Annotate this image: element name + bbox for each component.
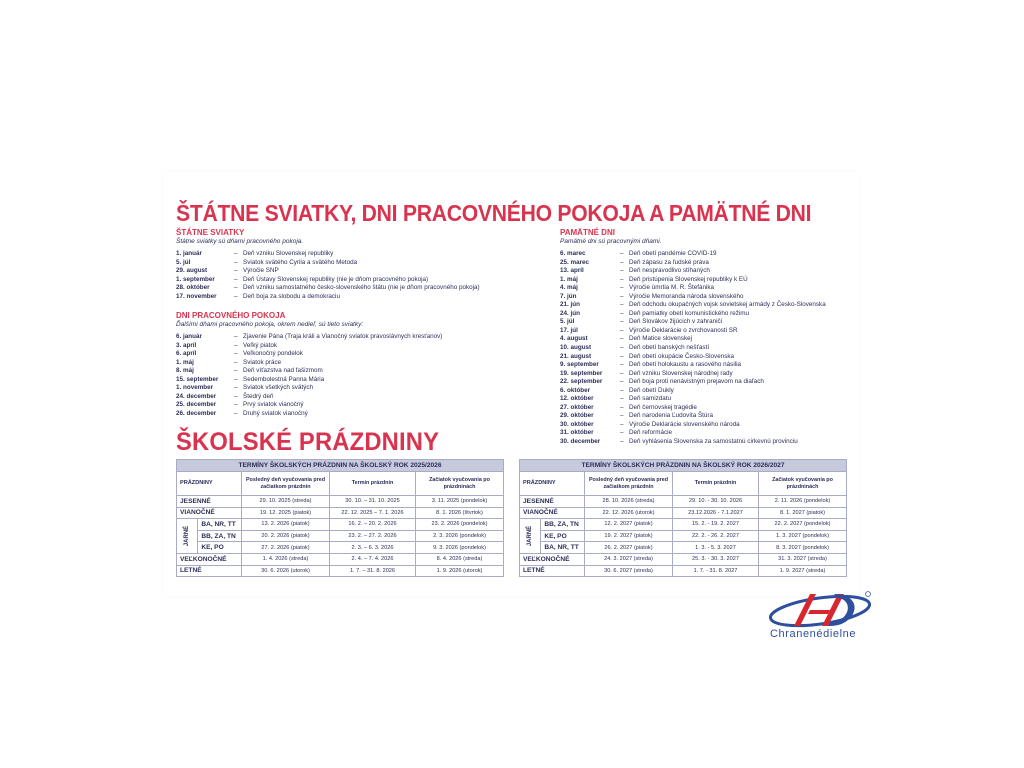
term-cell: 23.12.2026 - 7.1.2027 bbox=[673, 507, 759, 519]
holiday-name: Deň vyhlásenia Slovenska za samostatnú cirkevnú provinciu bbox=[629, 438, 798, 446]
holiday-row bbox=[176, 410, 442, 419]
column-header-last-day: Posledný deň vyučovania pred začiatkom prázdnin bbox=[585, 472, 673, 496]
last-day-cell: 20. 2. 2026 (piatok) bbox=[242, 530, 330, 542]
school-table-2026-2027 bbox=[519, 459, 847, 577]
start-cell: 22. 2. 2027 (pondelok) bbox=[759, 519, 847, 531]
dash-separator: – bbox=[620, 292, 624, 300]
holiday-name: Deň víťazstva nad fašizmom bbox=[243, 367, 323, 375]
holiday-row bbox=[560, 259, 826, 268]
holiday-row bbox=[560, 370, 826, 379]
holiday-name: Deň vzniku Slovenskej republiky bbox=[243, 250, 334, 257]
holiday-row bbox=[176, 350, 442, 359]
dash-separator: – bbox=[620, 326, 624, 334]
dash-separator: – bbox=[620, 335, 624, 343]
holiday-name: Výročie Memoranda národa slovenského bbox=[629, 292, 744, 300]
start-cell: 31. 3. 2027 (streda) bbox=[759, 553, 847, 565]
dash-separator: – bbox=[234, 258, 238, 266]
holiday-row bbox=[560, 335, 826, 344]
holiday-type: BB, ZA, TN bbox=[541, 519, 585, 531]
start-cell: 8. 3. 2027 (pondelok) bbox=[759, 542, 847, 554]
section-subtitle-pracovne: Ďalšími dňami pracovného pokoja, okrem nedieľ, sú tieto sviatky: bbox=[176, 321, 364, 328]
holiday-date: 5. júl bbox=[560, 318, 575, 326]
holiday-row bbox=[560, 250, 826, 259]
holiday-row bbox=[176, 293, 480, 302]
dash-separator: – bbox=[234, 375, 238, 383]
holiday-row bbox=[176, 276, 480, 285]
jarne-label bbox=[177, 519, 198, 554]
start-cell: 8. 1. 2027 (piatok) bbox=[759, 507, 847, 519]
holiday-row bbox=[176, 359, 442, 368]
table-row bbox=[520, 553, 847, 565]
dash-separator: – bbox=[620, 352, 624, 360]
holiday-name: Sedembolestná Panna Mária bbox=[243, 375, 325, 383]
start-cell: 1. 9. 2027 (streda) bbox=[759, 565, 847, 577]
holiday-row bbox=[560, 438, 826, 447]
holiday-row bbox=[176, 342, 442, 351]
holiday-type: KE, PO bbox=[198, 542, 242, 554]
table-row bbox=[520, 542, 847, 554]
holiday-list-pracovne bbox=[176, 333, 442, 418]
holiday-name: Výročie Deklarácie slovenského národa bbox=[629, 420, 740, 428]
jarne-label-text: JARNÉ bbox=[527, 525, 534, 547]
holiday-name: Veľkonočný pondelok bbox=[243, 350, 303, 358]
holiday-type: JESENNÉ bbox=[520, 496, 585, 508]
term-cell: 22. 2. - 26. 2. 2027 bbox=[673, 530, 759, 542]
holiday-name: Druhý sviatok vianočný bbox=[243, 409, 308, 417]
holiday-name: Prvý sviatok vianočný bbox=[243, 401, 304, 409]
holiday-row bbox=[560, 327, 826, 336]
holiday-name: Sviatok všetkých svätých bbox=[243, 384, 313, 392]
holiday-date: 21. august bbox=[560, 352, 592, 360]
last-day-cell: 12. 2. 2027 (piatok) bbox=[585, 519, 673, 531]
page-title: ŠTÁTNE SVIATKY, DNI PRACOVNÉHO POKOJA A PAMÄTNÉ DNI bbox=[176, 200, 812, 226]
dash-separator: – bbox=[620, 284, 624, 292]
holiday-date: 6. marec bbox=[560, 250, 586, 257]
term-cell: 15. 2. - 19. 2. 2027 bbox=[673, 519, 759, 531]
holiday-row bbox=[560, 412, 826, 421]
holiday-name: Deň Matice slovenskej bbox=[629, 335, 692, 343]
holiday-row bbox=[560, 429, 826, 438]
start-cell: 8. 4. 2026 (streda) bbox=[416, 553, 504, 565]
holiday-name: Deň obetí holokaustu a rasového násilia bbox=[629, 361, 742, 369]
dash-separator: – bbox=[620, 386, 624, 394]
holiday-date: 30. október bbox=[560, 420, 594, 428]
holiday-date: 24. jún bbox=[560, 309, 580, 317]
start-cell: 2. 3. 2026 (pondelok) bbox=[416, 530, 504, 542]
holiday-row bbox=[176, 267, 480, 276]
term-cell: 25. 3. - 30. 3. 2027 bbox=[673, 553, 759, 565]
dash-separator: – bbox=[620, 301, 624, 309]
holiday-type: BA, NR, TT bbox=[198, 519, 242, 531]
holiday-date: 29. október bbox=[560, 412, 594, 420]
jarne-label-text: JARNÉ bbox=[184, 525, 191, 547]
start-cell: 3. 11. 2025 (pondelok) bbox=[416, 496, 504, 508]
table-caption-row bbox=[520, 460, 847, 472]
dash-separator: – bbox=[620, 361, 624, 369]
holiday-type: BB, ZA, TN bbox=[198, 530, 242, 542]
column-header-prazdniny: PRÁZDNINY bbox=[177, 472, 242, 496]
dash-separator: – bbox=[620, 309, 624, 317]
last-day-cell: 30. 6. 2027 (streda) bbox=[585, 565, 673, 577]
holiday-date: 24. december bbox=[176, 392, 217, 400]
table-row bbox=[520, 519, 847, 531]
last-day-cell: 19. 2. 2027 (piatok) bbox=[585, 530, 673, 542]
table-row bbox=[177, 519, 504, 531]
dash-separator: – bbox=[234, 367, 238, 375]
holiday-name: Deň obetí Dukly bbox=[629, 386, 674, 394]
holiday-name: Deň reformácie bbox=[629, 429, 673, 437]
last-day-cell: 19. 12. 2025 (piatok) bbox=[242, 507, 330, 519]
holiday-type: JESENNÉ bbox=[177, 496, 242, 508]
holiday-name: Štedrý deň bbox=[243, 392, 274, 400]
holiday-date: 1. november bbox=[176, 384, 214, 392]
dash-separator: – bbox=[234, 350, 238, 358]
dash-separator: – bbox=[234, 333, 238, 340]
holiday-type: LETNÉ bbox=[520, 565, 585, 577]
table-row bbox=[520, 530, 847, 542]
holiday-date: 6. január bbox=[176, 333, 202, 340]
holiday-type: VIANOČNÉ bbox=[177, 507, 242, 519]
holiday-name: Deň černovskej tragédie bbox=[629, 403, 697, 411]
dash-separator: – bbox=[620, 369, 624, 377]
section-heading-pracovne: DNI PRACOVNÉHO POKOJA bbox=[176, 311, 286, 320]
holiday-date: 1. máj bbox=[560, 275, 578, 283]
term-cell: 2. 3. – 6. 3. 2026 bbox=[330, 542, 416, 554]
holiday-row bbox=[176, 393, 442, 402]
holiday-date: 12. október bbox=[560, 395, 594, 403]
holiday-date: 26. december bbox=[176, 409, 217, 417]
holiday-date: 5. júl bbox=[176, 258, 191, 266]
holiday-type: VIANOČNÉ bbox=[520, 507, 585, 519]
last-day-cell: 1. 4. 2026 (streda) bbox=[242, 553, 330, 565]
holiday-row bbox=[560, 395, 826, 404]
holiday-row bbox=[176, 259, 480, 268]
dash-separator: – bbox=[620, 275, 624, 283]
start-cell: 9. 3. 2026 (pondelok) bbox=[416, 542, 504, 554]
holiday-date: 30. december bbox=[560, 438, 601, 446]
table-row bbox=[520, 496, 847, 508]
start-cell: 23. 2. 2026 (pondelok) bbox=[416, 519, 504, 531]
table-row bbox=[177, 565, 504, 577]
jarne-label bbox=[520, 519, 541, 554]
holiday-date: 19. september bbox=[560, 369, 603, 377]
column-header-term: Termín prázdnin bbox=[673, 472, 759, 496]
holiday-row bbox=[176, 384, 442, 393]
holiday-date: 4. august bbox=[560, 335, 588, 343]
dash-separator: – bbox=[234, 250, 238, 257]
holiday-date: 7. jún bbox=[560, 292, 577, 300]
holiday-name: Zjavenie Pána (Traja králi a Vianočný sviatok pravoslávnych kresťanov) bbox=[243, 333, 443, 340]
logo-text: Chranenédielne bbox=[770, 628, 857, 640]
holiday-name: Deň samizdatu bbox=[629, 395, 671, 403]
holiday-name: Výročie úmrtia M. R. Štefánika bbox=[629, 284, 715, 292]
dash-separator: – bbox=[234, 267, 238, 275]
table-row bbox=[177, 530, 504, 542]
holiday-date: 10. august bbox=[560, 344, 592, 352]
holiday-type: KE, PO bbox=[541, 530, 585, 542]
last-day-cell: 24. 3. 2027 (streda) bbox=[585, 553, 673, 565]
holiday-row bbox=[560, 387, 826, 396]
holiday-row bbox=[176, 376, 442, 385]
holiday-name: Deň vzniku Slovenskej národnej rady bbox=[629, 369, 733, 377]
holiday-date: 1. september bbox=[176, 275, 215, 283]
holiday-name: Deň boja proti nenávistným prejavom na diaľach bbox=[629, 378, 764, 386]
term-cell: 23. 2. – 27. 2. 2026 bbox=[330, 530, 416, 542]
column-header-term: Termín prázdnin bbox=[330, 472, 416, 496]
holiday-list-pamatne bbox=[560, 250, 826, 447]
dash-separator: – bbox=[620, 412, 624, 420]
last-day-cell: 28. 10. 2026 (streda) bbox=[585, 496, 673, 508]
holiday-type: VEĽKONOČNÉ bbox=[520, 553, 585, 565]
section-heading-pamatne: PAMÄTNÉ DNI bbox=[560, 228, 615, 237]
dash-separator: – bbox=[234, 341, 238, 349]
holiday-row bbox=[560, 310, 826, 319]
holiday-date: 17. júl bbox=[560, 326, 578, 334]
table-caption-row bbox=[177, 460, 504, 472]
school-table-2025-2026 bbox=[176, 459, 504, 577]
holiday-name: Sviatok svätého Cyrila a svätého Metoda bbox=[243, 258, 358, 266]
term-cell: 29. 10. - 30. 10. 2026 bbox=[673, 496, 759, 508]
holiday-date: 29. august bbox=[176, 267, 208, 275]
dash-separator: – bbox=[620, 258, 624, 266]
start-cell: 2. 11. 2026 (pondelok) bbox=[759, 496, 847, 508]
table-row bbox=[177, 542, 504, 554]
last-day-cell: 13. 2. 2026 (piatok) bbox=[242, 519, 330, 531]
holiday-date: 4. máj bbox=[560, 284, 578, 292]
holiday-row bbox=[560, 361, 826, 370]
column-header-last-day: Posledný deň vyučovania pred začiatkom prázdnin bbox=[242, 472, 330, 496]
dash-separator: – bbox=[234, 384, 238, 392]
holiday-row bbox=[176, 333, 442, 342]
holiday-name: Sviatok práce bbox=[243, 358, 282, 366]
dash-separator: – bbox=[234, 292, 238, 300]
last-day-cell: 22. 12. 2026 (utorok) bbox=[585, 507, 673, 519]
holiday-list-statne bbox=[176, 250, 480, 301]
holiday-row bbox=[560, 293, 826, 302]
holiday-name: Deň obetí banských nešťastí bbox=[629, 344, 710, 352]
holiday-type: BA, NR, TT bbox=[541, 542, 585, 554]
holiday-date: 25. december bbox=[176, 401, 217, 409]
holiday-row bbox=[176, 250, 480, 259]
dash-separator: – bbox=[234, 284, 238, 292]
holiday-type: LETNÉ bbox=[177, 565, 242, 577]
column-header-start: Začiatok vyučovania po prázdninách bbox=[759, 472, 847, 496]
dash-separator: – bbox=[620, 250, 624, 257]
table-caption: TERMÍNY ŠKOLSKÝCH PRÁZDNIN NA ŠKOLSKÝ ROK 2025/2026 bbox=[177, 460, 504, 472]
holiday-row bbox=[176, 401, 442, 410]
holiday-type: VEĽKONOČNÉ bbox=[177, 553, 242, 565]
dash-separator: – bbox=[620, 403, 624, 411]
table-row bbox=[520, 507, 847, 519]
holiday-name: Deň boja za slobodu a demokraciu bbox=[243, 292, 340, 300]
holiday-name: Deň narodenia Ľudovíta Štúra bbox=[629, 412, 714, 420]
table-header-row bbox=[520, 472, 847, 496]
holiday-date: 13. apríl bbox=[560, 267, 584, 275]
dash-separator: – bbox=[620, 395, 624, 403]
term-cell: 1. 3. - 5. 3. 2027 bbox=[673, 542, 759, 554]
holiday-name: Deň odchodu okupačných vojsk sovietskej armády z Česko-Slovenska bbox=[629, 301, 826, 309]
last-day-cell: 30. 6. 2026 (utorok) bbox=[242, 565, 330, 577]
dash-separator: – bbox=[620, 318, 624, 326]
holiday-date: 21. jún bbox=[560, 301, 580, 309]
dash-separator: – bbox=[234, 358, 238, 366]
holiday-date: 9. september bbox=[560, 361, 599, 369]
term-cell: 1. 7. - 31. 8. 2027 bbox=[673, 565, 759, 577]
last-day-cell: 27. 2. 2026 (piatok) bbox=[242, 542, 330, 554]
holiday-name: Deň nespravodlivo stíhaných bbox=[629, 267, 710, 275]
holiday-row bbox=[560, 276, 826, 285]
start-cell: 1. 9. 2026 (utorok) bbox=[416, 565, 504, 577]
holiday-name: Deň Ústavy Slovenskej republiky (nie je dňom pracovného pokoja) bbox=[243, 275, 429, 283]
dash-separator: – bbox=[234, 392, 238, 400]
holiday-date: 6. október bbox=[560, 386, 591, 394]
last-day-cell: 26. 2. 2027 (piatok) bbox=[585, 542, 673, 554]
holiday-name: Deň Slovákov žijúcich v zahraničí bbox=[629, 318, 723, 326]
holiday-row bbox=[176, 367, 442, 376]
holiday-row bbox=[560, 284, 826, 293]
dash-separator: – bbox=[620, 378, 624, 386]
column-header-prazdniny: PRÁZDNINY bbox=[520, 472, 585, 496]
dash-separator: – bbox=[234, 409, 238, 417]
holiday-date: 15. september bbox=[176, 375, 219, 383]
table-row bbox=[177, 507, 504, 519]
term-cell: 22. 12. 2025 – 7. 1. 2026 bbox=[330, 507, 416, 519]
term-cell: 30. 10. – 31. 10. 2025 bbox=[330, 496, 416, 508]
holiday-name: Deň pristúpenia Slovenskej republiky k EÚ bbox=[629, 275, 748, 283]
term-cell: 1. 7. – 31. 8. 2026 bbox=[330, 565, 416, 577]
start-cell: 1. 3. 2027 (pondelok) bbox=[759, 530, 847, 542]
dash-separator: – bbox=[620, 267, 624, 275]
holiday-name: Deň pamiatky obetí komunistického režimu bbox=[629, 309, 750, 317]
table-caption: TERMÍNY ŠKOLSKÝCH PRÁZDNIN NA ŠKOLSKÝ ROK 2026/2027 bbox=[520, 460, 847, 472]
holiday-name: Výročie SNP bbox=[243, 267, 279, 275]
term-cell: 16. 2. – 20. 2. 2026 bbox=[330, 519, 416, 531]
term-cell: 2. 4. – 7. 4. 2026 bbox=[330, 553, 416, 565]
holiday-name: Výročie Deklarácie o zvrchovanosti SR bbox=[629, 326, 738, 334]
section-subtitle-pamatne: Pamätné dni sú pracovnými dňami. bbox=[560, 238, 662, 245]
column-header-start: Začiatok vyučovania po prázdninách bbox=[416, 472, 504, 496]
holiday-date: 25. marec bbox=[560, 258, 590, 266]
holiday-row bbox=[560, 421, 826, 430]
table-row bbox=[520, 565, 847, 577]
holiday-date: 28. október bbox=[176, 284, 210, 292]
table-row bbox=[177, 553, 504, 565]
holiday-name: Deň obetí okupácie Česko-Slovenska bbox=[629, 352, 735, 360]
last-day-cell: 29. 10. 2025 (streda) bbox=[242, 496, 330, 508]
holiday-row bbox=[560, 353, 826, 362]
holiday-date: 6. apríl bbox=[176, 350, 197, 358]
dash-separator: – bbox=[620, 429, 624, 437]
dash-separator: – bbox=[620, 438, 624, 446]
dash-separator: – bbox=[234, 275, 238, 283]
holiday-date: 1. január bbox=[176, 250, 202, 257]
holiday-row bbox=[560, 301, 826, 310]
holiday-row bbox=[560, 378, 826, 387]
table-header-row bbox=[177, 472, 504, 496]
holiday-date: 22. september bbox=[560, 378, 603, 386]
holiday-date: 27. október bbox=[560, 403, 594, 411]
holiday-date: 3. apríl bbox=[176, 341, 197, 349]
school-holidays-title: ŠKOLSKÉ PRÁZDNINY bbox=[176, 428, 440, 456]
holiday-name: Deň obetí pandémie COVID-19 bbox=[629, 250, 717, 257]
holiday-row bbox=[560, 318, 826, 327]
table-row bbox=[177, 496, 504, 508]
holiday-date: 1. máj bbox=[176, 358, 194, 366]
holiday-name: Veľký piatok bbox=[243, 341, 278, 349]
holiday-row bbox=[176, 284, 480, 293]
start-cell: 8. 1. 2026 (štvrtok) bbox=[416, 507, 504, 519]
dash-separator: – bbox=[620, 344, 624, 352]
holiday-date: 8. máj bbox=[176, 367, 194, 375]
section-heading-statne: ŠTÁTNE SVIATKY bbox=[176, 228, 245, 237]
section-subtitle-statne: Štátne sviatky sú dňami pracovného pokoja. bbox=[176, 238, 304, 245]
dash-separator: – bbox=[234, 401, 238, 409]
holiday-date: 17. november bbox=[176, 292, 217, 300]
holiday-row bbox=[560, 267, 826, 276]
dash-separator: – bbox=[620, 420, 624, 428]
holiday-row bbox=[560, 344, 826, 353]
holiday-name: Deň zápasu za ľudské práva bbox=[629, 258, 709, 266]
holiday-name: Deň vzniku samostatného česko-slovenského štátu (nie je dňom pracovného pokoja) bbox=[243, 284, 480, 292]
holiday-date: 31. október bbox=[560, 429, 594, 437]
